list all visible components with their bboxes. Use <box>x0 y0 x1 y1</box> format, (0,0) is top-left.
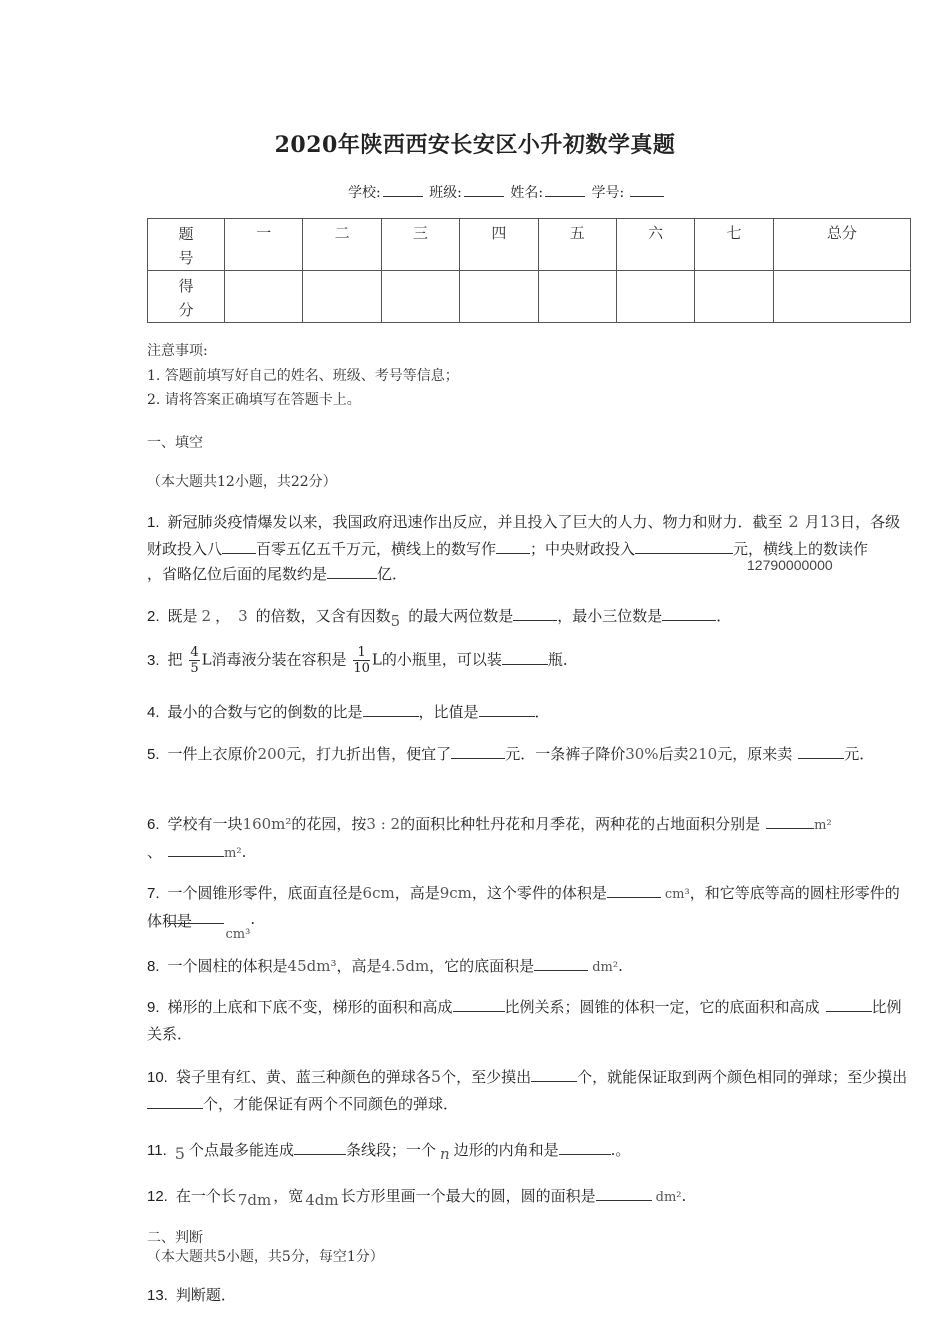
header-cell: 二 <box>303 219 381 271</box>
section-title: 二、判断 <box>147 1230 203 1246</box>
number-under-blank: 12790000000 <box>747 557 833 573</box>
answer-blank[interactable] <box>479 700 535 717</box>
answer-blank[interactable] <box>327 562 377 579</box>
header-cell: 题号 <box>148 219 225 271</box>
header-cell: 三 <box>381 219 459 271</box>
header-cell: 五 <box>538 219 616 271</box>
answer-blank[interactable] <box>766 812 814 829</box>
question-9: 9. 梯形的上底和下底不变，梯形的面积和高成 比例关系；圆锥的体积一定，它的底面积和高成 比例关系． <box>147 994 912 1047</box>
answer-blank[interactable] <box>363 700 419 717</box>
row-label: 得分 <box>148 271 225 323</box>
name-label: 姓名: <box>510 185 544 201</box>
question-7: 7. 一个圆锥形零件，底面直径是6cm，高是9cm，这个零件的体积是 cm³，和它等底等高的圆柱形零件的体积是 <box>147 880 912 934</box>
class-blank[interactable] <box>464 183 504 197</box>
school-blank[interactable] <box>383 183 423 197</box>
score-cell[interactable] <box>773 271 910 323</box>
score-cell[interactable] <box>225 271 303 323</box>
header-cell: 四 <box>460 219 538 271</box>
question-11: 11. 5 个点最多能连成 条线段；一个 n 边形的内角和是 .。 <box>147 1137 912 1164</box>
section-desc: （本大题共12小题，共22分） <box>147 474 337 490</box>
answer-blank[interactable] <box>798 742 844 759</box>
answer-blank[interactable] <box>531 1065 577 1082</box>
answer-blank[interactable] <box>147 1092 203 1109</box>
score-cell[interactable] <box>695 271 773 323</box>
section-title: 一、填空 <box>147 435 203 451</box>
answer-blank[interactable] <box>168 840 224 857</box>
answer-blank[interactable] <box>451 742 505 759</box>
answer-blank[interactable] <box>502 648 548 665</box>
answer-blank[interactable] <box>635 537 733 554</box>
answer-blank[interactable] <box>222 537 256 554</box>
answer-blank[interactable] <box>513 604 557 621</box>
fraction: $\frac{1}{10}$ <box>353 645 370 676</box>
class-label: 班级: <box>429 185 462 201</box>
notes-item: 1. 答题前填写好自己的姓名、班级、考号等信息； <box>147 368 459 384</box>
score-cell[interactable] <box>460 271 538 323</box>
header-cell: 六 <box>616 219 694 271</box>
answer-blank[interactable] <box>294 1138 346 1155</box>
header-cell: 总分 <box>773 219 910 271</box>
question-3: 3. 把 $\frac{4}{5}$ L消毒液分装在容积是 $\frac{1}{10}$ L的小瓶里，可以装 瓶． <box>147 645 578 676</box>
fraction: $\frac{4}{5}$ <box>190 645 199 676</box>
answer-blank[interactable] <box>168 907 224 924</box>
answer-blank[interactable] <box>496 537 530 554</box>
score-cell[interactable] <box>538 271 616 323</box>
id-blank[interactable] <box>630 183 664 197</box>
score-cell[interactable] <box>381 271 459 323</box>
answer-blank[interactable] <box>453 995 505 1012</box>
answer-blank[interactable] <box>534 954 588 971</box>
question-1-line3: ，省略亿位后面的尾数约是 亿． <box>147 561 912 587</box>
score-cell[interactable] <box>616 271 694 323</box>
name-blank[interactable] <box>545 183 585 197</box>
answer-blank[interactable] <box>559 1138 611 1155</box>
question-13: 13. 判断题． <box>147 1286 236 1304</box>
score-row <box>148 271 911 323</box>
question-2: 2. 既是 2 ， 3 的倍数，又含有因数5 的最大两位数是 ，最小三位数是 ． <box>147 603 912 630</box>
score-table <box>147 218 911 323</box>
question-4: 4. 最小的合数与它的倒数的比是 ，比值是 ． <box>147 699 912 726</box>
page-title: 2020年陕西西安长安区小升初数学真题 <box>274 132 676 158</box>
id-label: 学号: <box>591 185 625 201</box>
header-cell: 一 <box>225 219 303 271</box>
question-8: 8. 一个圆柱的体积是45dm³，高是4.5dm，它的底面积是 dm². <box>147 953 912 981</box>
answer-blank[interactable] <box>826 995 872 1012</box>
notes-item: 2. 请将答案正确填写在答题卡上。 <box>147 392 361 408</box>
score-header-row <box>148 219 911 271</box>
answer-blank[interactable] <box>607 881 661 898</box>
question-5: 5. 一件上衣原价200元，打九折出售，便宜了 元．一条裤子降价30%后卖210元，原来卖 元． <box>147 741 912 768</box>
answer-blank[interactable] <box>662 604 716 621</box>
student-info <box>348 182 666 202</box>
header-cell: 七 <box>695 219 773 271</box>
section-desc: （本大题共5小题，共5分，每空1分） <box>147 1249 384 1265</box>
answer-blank[interactable] <box>596 1184 652 1201</box>
question-1: 1. 新冠肺炎疫情爆发以来，我国政府迅速作出反应，并且投入了巨大的人力、物力和财力．截至 2 月13日，各级财政投入八 百零五亿五千万元，横线上的数写作 ；中央财政投入 元，横线上的数读作 <box>147 512 901 558</box>
question-10: 10. 袋子里有红、黄、蓝三种颜色的弹球各5个，至少摸出 个，就能保证取到两个颜色相同的弹球；至少摸出个，才能保证有两个不同颜色的弹球． <box>147 1067 908 1113</box>
question-12: 12. 在一个长 7dm ，宽 4dm 长方形里画一个最大的圆，圆的面积是 dm². <box>147 1183 912 1211</box>
question-6: 6. 学校有一块160m²的花园，按3 : 2的面积比种牡丹花和月季花，两种花的占地面积分别是 m² 、 m². <box>147 811 912 867</box>
notes-heading: 注意事项: <box>147 343 208 359</box>
school-label: 学校: <box>348 185 381 201</box>
question-7-line2: cm³. <box>147 906 255 934</box>
score-cell[interactable] <box>303 271 381 323</box>
